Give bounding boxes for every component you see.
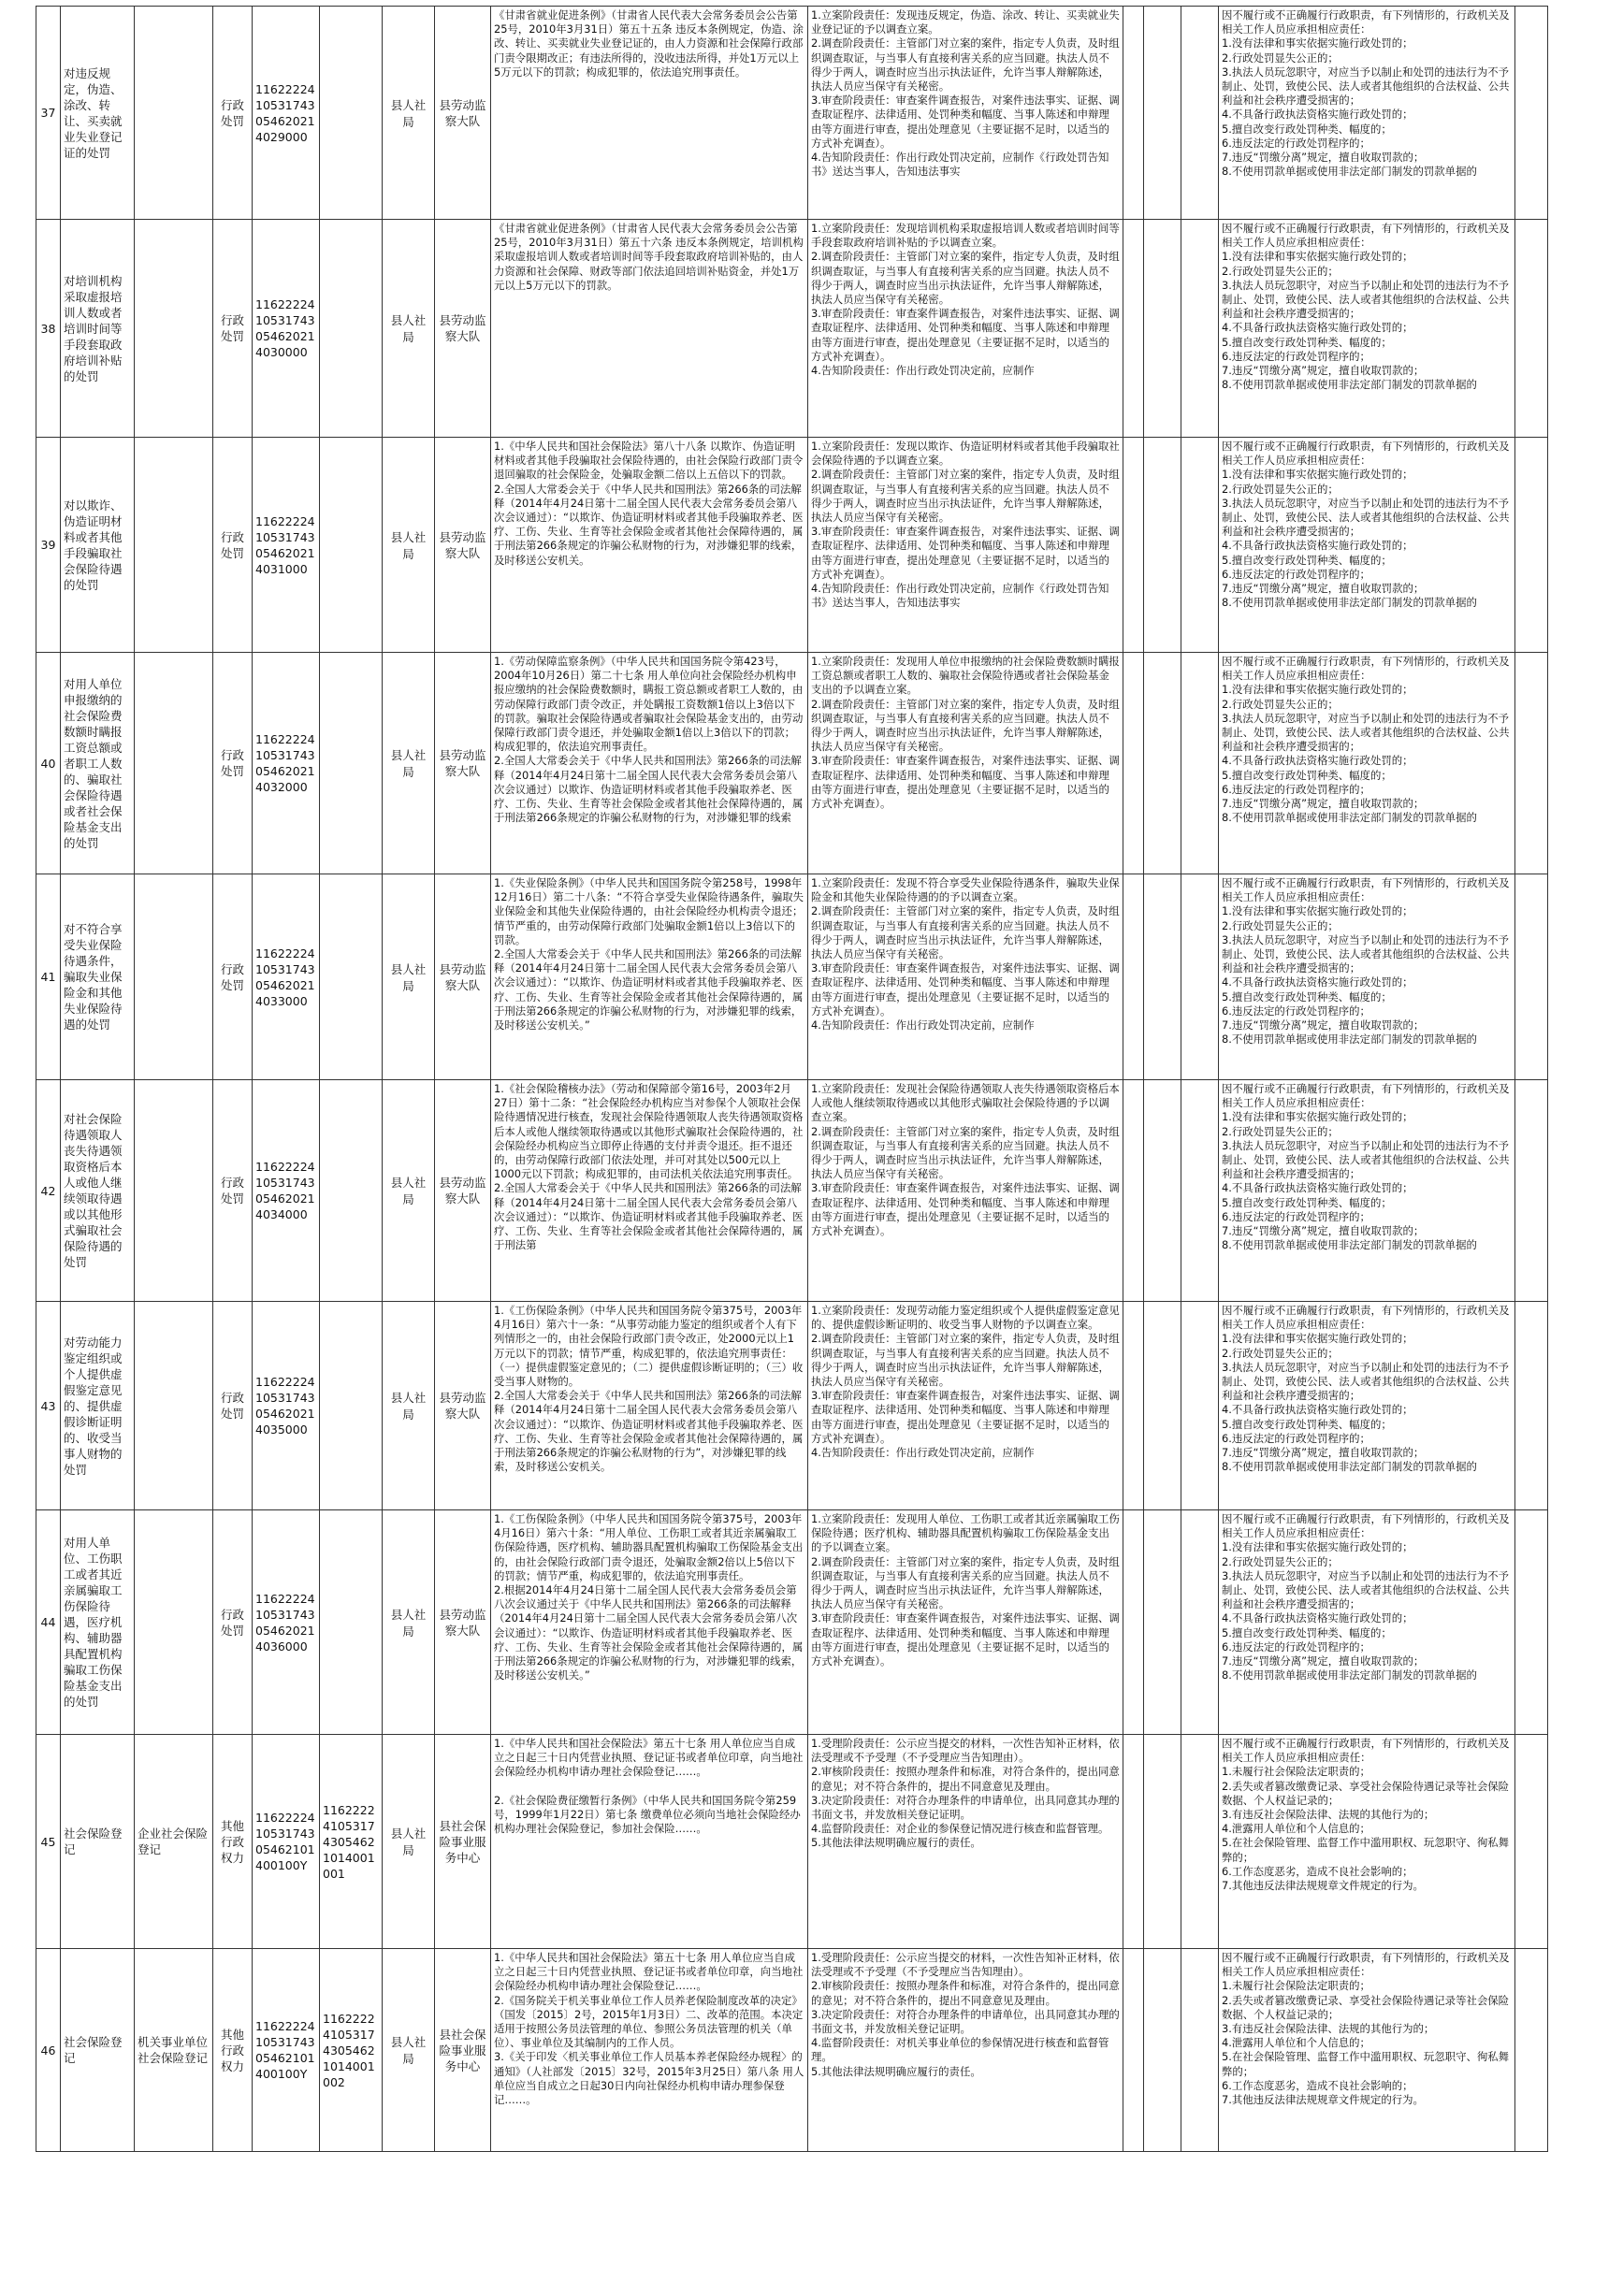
row-number [36, 1080, 61, 1302]
accountability [1219, 1302, 1515, 1510]
row-number-text: 44 [40, 1615, 56, 1629]
exercise-level-text: 县人社局 [390, 1176, 427, 1206]
exercise-level [383, 653, 435, 874]
item-name-text: 对用人单位、工伤职工或者其近亲属骗取工伤保险待遇，医疗机构、辅助器具配置机构骗取工伤保险基金支出的处罚 [64, 1536, 123, 1709]
power-type [213, 438, 253, 653]
sub-item-name [135, 438, 213, 653]
sub-item-name [135, 1080, 213, 1302]
implementing-unit [435, 653, 491, 874]
row-number-text: 37 [40, 106, 56, 120]
row-number-text: 38 [40, 321, 56, 336]
exercise-level [383, 220, 435, 438]
legal-basis-text: 1.《工伤保险条例》（中华人民共和国国务院令第375号，2003年4月16日）第六十条：“用人单位、工伤职工或者其近亲属骗取工伤保险待遇，医疗机构、辅助器具配置机构骗取工伤保险基金支出的，由社会保险行政部门责令退还，处骗取金额2倍以上5倍以下的罚款；情节严重，构成犯罪的，依法追究刑事责任。 2.根据2014年4月24日第十二届全国人民代表大会常务委员会第八次会议通过关于《中华人民共和国刑法》第266条的司法解释（2014年4月24日第十二届全国人民代表大会常务委员会第八次会议通过）：“以欺诈、伪造证明材料或者其他手段骗取养老、医疗、工伤、失业、生育等社会保险金或者其他社会保障待遇的，属于刑法第266条规定的诈骗公私财物的行为，对涉嫌犯罪的线索，及时移送公安机关。” [494, 1512, 804, 1682]
item-code-text: 11622224105317430546202140290​00 [255, 81, 315, 144]
power-type [213, 1080, 253, 1302]
legal-basis [491, 874, 808, 1080]
exercise-level [383, 1510, 435, 1735]
item-name-text: 对以欺诈、伪造证明材料或者其他手段骗取社会保险待遇的处罚 [64, 498, 123, 592]
blank-cell [1515, 438, 1548, 653]
power-type-text: 行政处罚 [220, 1391, 244, 1421]
blank-cell [1144, 1302, 1181, 1510]
item-code-text: 11622224105317430546202140350​00 [255, 1375, 315, 1437]
row-number [36, 874, 61, 1080]
blank-cell [1181, 874, 1219, 1080]
power-type-text: 行政处罚 [220, 313, 244, 343]
blank-cell [1144, 220, 1181, 438]
legal-basis-text: 《甘肃省就业促进条例》（甘肃省人民代表大会常务委员会公告第25号，2010年3月31日）第五十六条 违反本条例规定，培训机构采取虚报培训人数或者培训时间等手段套取政府培训补贴的，由人力资源和社会保障、财政等部门依法追回培训补贴资金，并处1万元以上5万元以下的罚款。 [494, 222, 804, 292]
implementing-unit-text: 县劳动监察大队 [439, 748, 486, 778]
blank-cell [1123, 7, 1144, 220]
exercise-level-text: 县人社局 [390, 313, 427, 344]
legal-basis-text: 1.《中华人民共和国社会保险法》第八十八条 以欺诈、伪造证明材料或者其他手段骗取社会保险待遇的，由社会保险行政部门责令退回骗取的社会保险金，处骗取金额二倍以上五倍以下的罚款。 2.全国人大常委会关于《中华人民共和国刑法》第266条的司法解释（2014年4月24日第十二届全国人民代表大会常务委员会第八次会议通过）：“以欺诈、伪造证明材料或者其他手段骗取养老、医疗、工伤、失业、生育等社会保险金或者其他社会保障待遇的，属于刑法第266条规定的诈骗公私财物的行为，对涉嫌犯罪的线索，及时移送公安机关。 [494, 440, 804, 567]
implementing-unit-text: 县劳动监察大队 [439, 97, 486, 128]
legal-basis-text: 1.《失业保险条例》（中华人民共和国国务院令第258号，1998年12月16日）第二十八条：“不符合享受失业保险待遇条件，骗取失业保险金和其他失业保险待遇的，由社会保险经办机构责令退还；情节严重的，由劳动保障行政部门处骗取金额1倍以上3倍以下的罚款。 2.全国人大常委会关于《中华人民共和国刑法》第266条的司法解释（2014年4月24日第十二届全国人民代表大会常务委员会第八次会议通过）：“以欺诈、伪造证明材料或者其他手段骗取养老、医疗、工伤、失业、生育等社会保险金或者其他社会保障待遇的，属于刑法第266条规定的诈骗公私财物的行为，对涉嫌犯罪的线索，及时移送公安机关。” [494, 876, 804, 1032]
exercise-level [383, 1302, 435, 1510]
accountability [1219, 1735, 1515, 1949]
row-number-text: 45 [40, 1834, 56, 1849]
power-type [213, 653, 253, 874]
sub-item-code-text: 11622224105317430546210140010​01 [323, 1802, 375, 1881]
blank-cell [1144, 1080, 1181, 1302]
blank-cell [1515, 1735, 1548, 1949]
blank-cell [1123, 438, 1144, 653]
blank-cell [1515, 874, 1548, 1080]
implementing-unit [435, 1949, 491, 2152]
responsibility-items [808, 220, 1123, 438]
implementing-unit [435, 1080, 491, 1302]
item-name [61, 1949, 135, 2152]
item-code [253, 220, 320, 438]
item-code-text: 11622224105317430546202140320​00 [255, 732, 315, 794]
blank-cell [1515, 1080, 1548, 1302]
item-code-text: 11622224105317430546202140360​00 [255, 1591, 315, 1653]
item-name-text: 社会保险登记 [64, 1827, 123, 1856]
accountability-text: 因不履行或不正确履行行政职责，有下列情形的，行政机关及相关工作人员应承担相应责任： 1.没有法律和事实依据实施行政处罚的； 2.行政处罚显失公正的； 3.执法人员玩忽职守，对应当予以制止和处罚的违法行为不予制止、处罚，致使公民、法人或者其他组织的合法权益、公共利益和社会秩序遭受损害的； 4.不具备行政执法资格实施行政处罚的； 5.擅自改变行政处罚种类、幅度的； 6.违反法定的行政处罚程序的； 7.违反“罚缴分离”规定，擅自收取罚款的； 8.不使用罚款单据或使用非法定部门制发的罚款单据的 [1222, 1512, 1510, 1682]
sub-item-code-text: 11622224105317430546210140010​02 [323, 2011, 375, 2089]
responsibility-items-text: 1.立案阶段责任：发现培训机构采取虚报培训人数或者培训时间等手段套取政府培训补贴的予以调查立案。 2.调查阶段责任：主管部门对立案的案件，指定专人负责，及时组织调查取证，与当事人有直接利害关系的应当回避。执法人员不得少于两人，调查时应当出示执法证件，允许当事人辩解陈述，执法人员应当保守有关秘密。 3.审查阶段责任：审查案件调查报告，对案件违法事实、证据、调查取证程序、法律适用、处罚种类和幅度、当事人陈述和申辩理由等方面进行审查，提出处理意见（主要证据不足时，以适当的方式补充调查）。 4.告知阶段责任：作出行政处罚决定前，应制作 [811, 222, 1120, 378]
item-name [61, 438, 135, 653]
accountability [1219, 1949, 1515, 2152]
row-number-text: 41 [40, 970, 56, 984]
exercise-level-text: 县人社局 [390, 97, 427, 129]
item-name [61, 1510, 135, 1735]
accountability-text: 因不履行或不正确履行行政职责，有下列情形的，行政机关及相关工作人员应承担相应责任： 1.没有法律和事实依据实施行政处罚的； 2.行政处罚显失公正的； 3.执法人员玩忽职守，对应当予以制止和处罚的违法行为不予制止、处罚，致使公民、法人或者其他组织的合法权益、公共利益和社会秩序遭受损害的； 4.不具备行政执法资格实施行政处罚的； 5.擅自改变行政处罚种类、幅度的； 6.违反法定的行政处罚程序的； 7.违反“罚缴分离”规定，擅自收取罚款的； 8.不使用罚款单据或使用非法定部门制发的罚款单据的 [1222, 1304, 1510, 1474]
exercise-level-text: 县人社局 [390, 529, 427, 561]
row-number [36, 653, 61, 874]
implementing-unit-text: 县劳动监察大队 [439, 313, 486, 343]
blank-cell [1181, 1510, 1219, 1735]
item-code [253, 1302, 320, 1510]
item-code [253, 1510, 320, 1735]
blank-cell [1515, 1510, 1548, 1735]
exercise-level [383, 438, 435, 653]
power-type [213, 874, 253, 1080]
table-row [36, 220, 1548, 438]
accountability-text: 因不履行或不正确履行行政职责，有下列情形的，行政机关及相关工作人员应承担相应责任： 1.没有法律和事实依据实施行政处罚的； 2.行政处罚显失公正的； 3.执法人员玩忽职守，对应当予以制止和处罚的违法行为不予制止、处罚，致使公民、法人或者其他组织的合法权益、公共利益和社会秩序遭受损害的； 4.不具备行政执法资格实施行政处罚的； 5.擅自改变行政处罚种类、幅度的； 6.违反法定的行政处罚程序的； 7.违反“罚缴分离”规定，擅自收取罚款的； 8.不使用罚款单据或使用非法定部门制发的罚款单据的 [1222, 440, 1510, 610]
row-number [36, 1510, 61, 1735]
table-row [36, 874, 1548, 1080]
item-code [253, 1735, 320, 1949]
responsibility-items-text: 1.立案阶段责任：发现违反规定，伪造、涂改、转让、买卖就业失业登记证的予以调查立案。 2.调查阶段责任：主管部门对立案的案件，指定专人负责，及时组织调查取证，与当事人有直接利害关系的应当回避。执法人员不得少于两人，调查时应当出示执法证件，允许当事人辩解陈述，执法人员应当保守有关秘密。 3.审查阶段责任：审查案件调查报告，对案件违法事实、证据、调查取证程序、法律适用、处罚种类和幅度、当事人陈述和申辩理由等方面进行审查，提出处理意见（主要证据不足时，以适当的方式补充调查）。 4.告知阶段责任：作出行政处罚决定前，应制作《行政处罚告知书》送达当事人，告知违法事实 [811, 8, 1120, 179]
accountability [1219, 7, 1515, 220]
sub-item-code [320, 874, 383, 1080]
blank-cell [1181, 1735, 1219, 1949]
implementing-unit [435, 7, 491, 220]
legal-basis [491, 1080, 808, 1302]
responsibility-items [808, 7, 1123, 220]
item-code-text: 11622224105317430546202140340​00 [255, 1160, 315, 1221]
responsibility-items [808, 1735, 1123, 1949]
blank-cell [1515, 1949, 1548, 2152]
sub-item-code [320, 1080, 383, 1302]
exercise-level [383, 7, 435, 220]
item-name [61, 1735, 135, 1949]
item-name-text: 对培训机构采取虚报培训人数或者培训时间等手段套取政府培训补贴的处罚 [64, 273, 123, 383]
responsibility-items-text: 1.立案阶段责任：发现以欺诈、伪造证明材料或者其他手段骗取社会保险待遇的予以调查立案。 2.调查阶段责任：主管部门对立案的案件，指定专人负责，及时组织调查取证，与当事人有直接利害关系的应当回避。执法人员不得少于两人，调查时应当出示执法证件，允许当事人辩解陈述，执法人员应当保守有关秘密。 3.审查阶段责任：审查案件调查报告，对案件违法事实、证据、调查取证程序、法律适用、处罚种类和幅度、当事人陈述和申辩理由等方面进行审查，提出处理意见（主要证据不足时，以适当的方式补充调查）。 4.告知阶段责任：作出行政处罚决定前，应制作《行政处罚告知书》送达当事人，告知违法事实 [811, 440, 1120, 610]
exercise-level-text: 县人社局 [390, 961, 427, 993]
legal-basis [491, 653, 808, 874]
table-row [36, 1949, 1548, 2152]
responsibility-items-text: 1.立案阶段责任：发现劳动能力鉴定组织或个人提供虚假鉴定意见的、提供虚假诊断证明的、收受当事人财物的予以调查立案。 2.调查阶段责任：主管部门对立案的案件，指定专人负责，及时组织调查取证，与当事人有直接利害关系的应当回避。执法人员不得少于两人，调查时应当出示执法证件，允许当事人辩解陈述，执法人员应当保守有关秘密。 3.审查阶段责任：审查案件调查报告，对案件违法事实、证据、调查取证程序、法律适用、处罚种类和幅度、当事人陈述和申辩理由等方面进行审查，提出处理意见（主要证据不足时，以适当的方式补充调查）。 4.告知阶段责任：作出行政处罚决定前，应制作 [811, 1304, 1120, 1460]
blank-cell [1123, 220, 1144, 438]
blank-cell [1123, 653, 1144, 874]
exercise-level [383, 874, 435, 1080]
responsibility-items-text: 1.立案阶段责任：发现用人单位申报缴纳的社会保险费数额时瞒报工资总额或者职工人数的、骗取社会保险待遇或者社会保险基金支出的予以调查立案。 2.调查阶段责任：主管部门对立案的案件，指定专人负责，及时组织调查取证，与当事人有直接利害关系的应当回避。执法人员不得少于两人，调查时应当出示执法证件，允许当事人辩解陈述，执法人员应当保守有关秘密。 3.审查阶段责任：审查案件调查报告，对案件违法事实、证据、调查取证程序、法律适用、处罚种类和幅度、当事人陈述和申辩理由等方面进行审查，提出处理意见（主要证据不足时，以适当的方式补充调查）。 [811, 655, 1120, 811]
exercise-level [383, 1735, 435, 1949]
accountability [1219, 874, 1515, 1080]
table-row [36, 1080, 1548, 1302]
legal-basis-text: 1.《社会保险稽核办法》（劳动和保障部令第16号，2003年2月27日）第十二条：“社会保险经办机构应当对参保个人领取社会保险待遇情况进行核查，发现社会保险待遇领取人丧失待遇领取资格后本人或他人继续领取待遇或以其他形式骗取社会保险待遇的，社会保险经办机构应当立即停止待遇的支付并责令退还。拒不退还的，由劳动保障行政部门依法处理，并可对其处以500元以上1000元以下罚款；构成犯罪的，由司法机关依法追究刑事责任。 2.全国人大常委会关于《中华人民共和国刑法》第266条的司法解释（2014年4月24日第十二届全国人民代表大会常务委员会第八次会议通过）：“以欺诈、伪造证明材料或者其他手段骗取养老、医疗、工伤、失业、生育等社会保险金或者其他社会保障待遇的，属于刑法第 [494, 1082, 804, 1252]
power-type [213, 220, 253, 438]
sub-item-code [320, 1949, 383, 2152]
legal-basis [491, 1302, 808, 1510]
responsibility-items-text: 1.受理阶段责任：公示应当提交的材料，一次性告知补正材料，依法受理或不予受理（不予受理应当告知理由）。 2.审核阶段责任：按照办理条件和标准，对符合条件的，提出同意的意见；对不符合条件的，提出不同意意见及理由。 3.决定阶段责任：对符合办理条件的申请单位，出具同意其办理的书面文书，并发放相关登记证明。 4.监督阶段责任：对企业的参保登记情况进行核查和监督管理。 5.其他法律法规明确应履行的责任。 [811, 1737, 1120, 1850]
accountability-text: 因不履行或不正确履行行政职责，有下列情形的，行政机关及相关工作人员应承担相应责任： 1.没有法律和事实依据实施行政处罚的； 2.行政处罚显失公正的； 3.执法人员玩忽职守，对应当予以制止和处罚的违法行为不予制止、处罚，致使公民、法人或者其他组织的合法权益、公共利益和社会秩序遭受损害的； 4.不具备行政执法资格实施行政处罚的； 5.擅自改变行政处罚种类、幅度的； 6.违反法定的行政处罚程序的； 7.违反“罚缴分离”规定，擅自收取罚款的； 8.不使用罚款单据或使用非法定部门制发的罚款单据的 [1222, 222, 1510, 392]
responsibility-items [808, 1302, 1123, 1510]
item-name [61, 653, 135, 874]
row-number [36, 438, 61, 653]
row-number-text: 43 [40, 1398, 56, 1413]
implementing-unit [435, 1302, 491, 1510]
exercise-level [383, 1080, 435, 1302]
power-type [213, 1302, 253, 1510]
sub-item-code [320, 220, 383, 438]
accountability [1219, 1510, 1515, 1735]
legal-basis [491, 1735, 808, 1949]
legal-basis [491, 1510, 808, 1735]
blank-cell [1144, 653, 1181, 874]
item-code [253, 1949, 320, 2152]
blank-cell [1515, 1302, 1548, 1510]
power-type-text: 行政处罚 [220, 1176, 244, 1206]
implementing-unit-text: 县劳动监察大队 [439, 529, 486, 560]
sub-item-name [135, 220, 213, 438]
row-number [36, 7, 61, 220]
exercise-level-text: 县人社局 [390, 1827, 427, 1857]
blank-cell [1181, 220, 1219, 438]
item-code [253, 653, 320, 874]
item-code [253, 1080, 320, 1302]
responsibility-items-text: 1.受理阶段责任：公示应当提交的材料，一次性告知补正材料，依法受理或不予受理（不予受理应当告知理由）。 2.审核阶段责任：按照办理条件和标准，对符合条件的，提出同意的意见；对不符合条件的，提出不同意意见及理由。 3.决定阶段责任：对符合办理条件的申请单位，出具同意其办理的书面文书，并发放相关登记证明。 4.监督阶段责任：对机关事业单位的参保情况进行核查和监督管理。 5.其他法律法规明确应履行的责任。 [811, 1951, 1120, 2078]
implementing-unit [435, 438, 491, 653]
row-number [36, 220, 61, 438]
responsibility-items-text: 1.立案阶段责任：发现用人单位、工伤职工或者其近亲属骗取工伤保险待遇；医疗机构、辅助器具配置机构骗取工伤保险基金支出的予以调查立案。 2.调查阶段责任：主管部门对立案的案件，指定专人负责，及时组织调查取证，与当事人有直接利害关系的应当回避。执法人员不得少于两人，调查时应当出示执法证件，允许当事人辩解陈述，执法人员应当保守有关秘密。 3.审查阶段责任：审查案件调查报告，对案件违法事实、证据、调查取证程序、法律适用、处罚种类和幅度、当事人陈述和申辩理由等方面进行审查，提出处理意见（主要证据不足时，以适当的方式补充调查）。 [811, 1512, 1120, 1668]
implementing-unit [435, 1735, 491, 1949]
sub-item-name [135, 1302, 213, 1510]
accountability-text: 因不履行或不正确履行行政职责，有下列情形的，行政机关及相关工作人员应承担相应责任： 1.未履行社会保险法定职责的； 2.丢失或者篡改缴费记录、享受社会保险待遇记录等社会保险数据、个人权益记录的； 3.有违反社会保险法律、法规的其他行为的； 4.泄露用人单位和个人信息的； 5.在社会保险管理、监督工作中滥用职权、玩忽职守、徇私舞弊的； 6.工作态度恶劣，造成不良社会影响的； 7.其他违反法律法规规章文件规定的行为。 [1222, 1951, 1510, 2107]
power-type [213, 1735, 253, 1949]
blank-cell [1181, 1080, 1219, 1302]
blank-cell [1144, 1949, 1181, 2152]
power-type [213, 7, 253, 220]
table-row [36, 7, 1548, 220]
implementing-unit-text: 县社会保险事业服务中心 [439, 1818, 486, 1865]
responsibility-items [808, 1949, 1123, 2152]
legal-basis [491, 7, 808, 220]
table-row [36, 653, 1548, 874]
sub-item-name-text: 机关事业单位社会保险登记 [138, 2035, 209, 2065]
implementing-unit-text: 县社会保险事业服务中心 [439, 2027, 486, 2073]
implementing-unit-text: 县劳动监察大队 [439, 1176, 486, 1206]
row-number [36, 1949, 61, 2152]
responsibility-items-text: 1.立案阶段责任：发现不符合享受失业保险待遇条件，骗取失业保险金和其他失业保险待遇的的予以调查立案。 2.调查阶段责任：主管部门对立案的案件，指定专人负责，及时组织调查取证，与当事人有直接利害关系的应当回避。执法人员不得少于两人，调查时应当出示执法证件，允许当事人辩解陈述，执法人员应当保守有关秘密。 3.审查阶段责任：审查案件调查报告，对案件违法事实、证据、调查取证程序、法律适用、处罚种类和幅度、当事人陈述和申辩理由等方面进行审查，提出处理意见（主要证据不足时，以适当的方式补充调查）。 4.告知阶段责任：作出行政处罚决定前，应制作 [811, 876, 1120, 1032]
power-type-text: 行政处罚 [220, 1607, 244, 1638]
accountability [1219, 1080, 1515, 1302]
item-code [253, 438, 320, 653]
blank-cell [1123, 1735, 1144, 1949]
blank-cell [1123, 1302, 1144, 1510]
accountability [1219, 220, 1515, 438]
blank-cell [1181, 438, 1219, 653]
legal-basis [491, 220, 808, 438]
accountability-text: 因不履行或不正确履行行政职责，有下列情形的，行政机关及相关工作人员应承担相应责任： 1.没有法律和事实依据实施行政处罚的； 2.行政处罚显失公正的； 3.执法人员玩忽职守，对应当予以制止和处罚的违法行为不予制止、处罚，致使公民、法人或者其他组织的合法权益、公共利益和社会秩序遭受损害的； 4.不具备行政执法资格实施行政处罚的； 5.擅自改变行政处罚种类、幅度的； 6.违反法定的行政处罚程序的； 7.违反“罚缴分离”规定，擅自收取罚款的； 8.不使用罚款单据或使用非法定部门制发的罚款单据的 [1222, 1082, 1510, 1252]
blank-cell [1181, 1302, 1219, 1510]
blank-cell [1515, 220, 1548, 438]
sub-item-code [320, 653, 383, 874]
item-name-text: 对违反规定，伪造、涂改、转让、买卖就业失业登记证的处罚 [64, 65, 123, 160]
blank-cell [1144, 7, 1181, 220]
table-row [36, 1302, 1548, 1510]
table-row [36, 1510, 1548, 1735]
power-type [213, 1949, 253, 2152]
responsibility-items-text: 1.立案阶段责任：发现社会保险待遇领取人丧失待遇领取资格后本人或他人继续领取待遇或以其他形式骗取社会保险待遇的予以调查立案。 2.调查阶段责任：主管部门对立案的案件，指定专人负责，及时组织调查取证，与当事人有直接利害关系的应当回避。执法人员不得少于两人，调查时应当出示执法证件，允许当事人辩解陈述，执法人员应当保守有关秘密。 3.审查阶段责任：审查案件调查报告，对案件违法事实、证据、调查取证程序、法律适用、处罚种类和幅度、当事人陈述和申辩理由等方面进行审查，提出处理意见（主要证据不足时，以适当的方式补充调查）。 [811, 1082, 1120, 1238]
blank-cell [1515, 7, 1548, 220]
row-number-text: 39 [40, 538, 56, 552]
accountability-text: 因不履行或不正确履行行政职责，有下列情形的，行政机关及相关工作人员应承担相应责任： 1.没有法律和事实依据实施行政处罚的； 2.行政处罚显失公正的； 3.执法人员玩忽职守，对应当予以制止和处罚的违法行为不予制止、处罚，致使公民、法人或者其他组织的合法权益、公共利益和社会秩序遭受损害的； 4.不具备行政执法资格实施行政处罚的； 5.擅自改变行政处罚种类、幅度的； 6.违反法定的行政处罚程序的； 7.违反“罚缴分离”规定，擅自收取罚款的； 8.不使用罚款单据或使用非法定部门制发的罚款单据的 [1222, 8, 1510, 179]
implementing-unit-text: 县劳动监察大队 [439, 1607, 486, 1638]
exercise-level [383, 1949, 435, 2152]
item-code [253, 874, 320, 1080]
blank-cell [1144, 1735, 1181, 1949]
sub-item-name [135, 653, 213, 874]
item-name [61, 220, 135, 438]
implementing-unit [435, 874, 491, 1080]
accountability [1219, 653, 1515, 874]
table-row [36, 1735, 1548, 1949]
item-code-text: 11622224105317430546210140010​0Y [255, 1811, 315, 1872]
implementing-unit-text: 县劳动监察大队 [439, 1391, 486, 1421]
power-type-text: 行政处罚 [220, 97, 244, 128]
item-code-text: 11622224105317430546202140310​00 [255, 513, 315, 576]
legal-basis-text: 1.《中华人民共和国社会保险法》第五十七条 用人单位应当自成立之日起三十日内凭营业执照、登记证书或者单位印章，向当地社会保险经办机构申请办理社会保险登记……。 2.《社会保险费征缴暂行条例》（中华人民共和国国务院令第259号，1999年1月22日）第七条 缴费单位必须向当地社会保险经办机构办理社会保险登记，参加社会保险……。 [494, 1737, 804, 1836]
sub-item-code [320, 438, 383, 653]
row-number-text: 46 [40, 2043, 56, 2058]
blank-cell [1515, 653, 1548, 874]
accountability-text: 因不履行或不正确履行行政职责，有下列情形的，行政机关及相关工作人员应承担相应责任： 1.未履行社会保险法定职责的； 2.丢失或者篡改缴费记录、享受社会保险待遇记录等社会保险数据、个人权益记录的； 3.有违反社会保险法律、法规的其他行为的； 4.泄露用人单位和个人信息的； 5.在社会保险管理、监督工作中滥用职权、玩忽职守、徇私舞弊的； 6.工作态度恶劣，造成不良社会影响的； 7.其他违反法律法规规章文件规定的行为。 [1222, 1737, 1510, 1893]
responsibility-items [808, 438, 1123, 653]
legal-basis-text: 1.《工伤保险条例》（中华人民共和国国务院令第375号，2003年4月16日）第六十一条：“从事劳动能力鉴定的组织或者个人有下列情形之一的，由社会保险行政部门责令改正，处2000元以上1万元以下的罚款；情节严重，构成犯罪的，依法追究刑事责任：（一）提供虚假鉴定意见的；（二）提供虚假诊断证明的；（三）收受当事人财物的。 2.全国人大常委会关于《中华人民共和国刑法》第266条的司法解释（2014年4月24日第十二届全国人民代表大会常务委员会第八次会议通过）：“以欺诈、伪造证明材料或者其他手段骗取养老、医疗、工伤、失业、生育等社会保险金或者其他社会保障待遇的，属于刑法第266条规定的诈骗公私财物的行为”，对涉嫌犯罪的线索，及时移送公安机关。 [494, 1304, 804, 1474]
sub-item-name [135, 874, 213, 1080]
power-type-text: 行政处罚 [220, 529, 244, 560]
row-number-text: 42 [40, 1183, 56, 1198]
blank-cell [1181, 653, 1219, 874]
sub-item-code [320, 1302, 383, 1510]
item-name-text: 对不符合享受失业保险待遇条件，骗取失业保险金和其他失业保险待遇的处罚 [64, 922, 123, 1032]
table-body [36, 7, 1548, 2152]
power-type-text: 行政处罚 [220, 961, 244, 992]
item-name [61, 1080, 135, 1302]
accountability [1219, 438, 1515, 653]
legal-basis-text: 1.《劳动保障监察条例》（中华人民共和国国务院令第423号，2004年10月26日）第二十七条 用人单位向社会保险经办机构申报应缴纳的社会保险费数额时，瞒报工资总额或者职工人数的，由劳动保障行政部门责令改正，并处瞒报工资数额1倍以上3倍以下的罚款。骗取社会保险待遇或者骗取社会保险基金支出的，由劳动保障行政部门责令退还，并处骗取金额1倍以上3倍以下的罚款；构成犯罪的，依法追究刑事责任。 2.全国人大常委会关于《中华人民共和国刑法》第266条的司法解释（2014年4月24日第十二届全国人民代表大会常务委员会第八次会议通过）以欺诈、伪造证明材料或者其他手段骗取养老、医疗、工伤、失业、生育等社会保险金或者其他社会保障待遇的，属于刑法第266条规定的诈骗公私财物的行为，对涉嫌犯罪的线索 [494, 655, 804, 825]
responsibility-items [808, 874, 1123, 1080]
implementing-unit [435, 1510, 491, 1735]
item-name [61, 1302, 135, 1510]
sub-item-code [320, 1510, 383, 1735]
legal-basis [491, 438, 808, 653]
power-type [213, 1510, 253, 1735]
table-row [36, 438, 1548, 653]
blank-cell [1144, 438, 1181, 653]
blank-cell [1181, 7, 1219, 220]
legal-basis-text: 《甘肃省就业促进条例》（甘肃省人民代表大会常务委员会公告第25号，2010年3月31日）第五十五条 违反本条例规定，伪造、涂改、转让、买卖就业失业登记证的，由人力资源和社会保障行政部门责令限期改正；有违法所得的，没收违法所得，并处1万元以上5万元以下的罚款；构成犯罪的，依法追究刑事责任。 [494, 8, 804, 79]
item-code [253, 7, 320, 220]
accountability-text: 因不履行或不正确履行行政职责，有下列情形的，行政机关及相关工作人员应承担相应责任： 1.没有法律和事实依据实施行政处罚的； 2.行政处罚显失公正的； 3.执法人员玩忽职守，对应当予以制止和处罚的违法行为不予制止、处罚，致使公民、法人或者其他组织的合法权益、公共利益和社会秩序遭受损害的； 4.不具备行政执法资格实施行政处罚的； 5.擅自改变行政处罚种类、幅度的； 6.违反法定的行政处罚程序的； 7.违反“罚缴分离”规定，擅自收取罚款的； 8.不使用罚款单据或使用非法定部门制发的罚款单据的 [1222, 876, 1510, 1047]
accountability-text: 因不履行或不正确履行行政职责，有下列情形的，行政机关及相关工作人员应承担相应责任： 1.没有法律和事实依据实施行政处罚的； 2.行政处罚显失公正的； 3.执法人员玩忽职守，对应当予以制止和处罚的违法行为不予制止、处罚，致使公民、法人或者其他组织的合法权益、公共利益和社会秩序遭受损害的； 4.不具备行政执法资格实施行政处罚的； 5.擅自改变行政处罚种类、幅度的； 6.违反法定的行政处罚程序的； 7.违反“罚缴分离”规定，擅自收取罚款的； 8.不使用罚款单据或使用非法定部门制发的罚款单据的 [1222, 655, 1510, 825]
sub-item-name [135, 7, 213, 220]
sub-item-name [135, 1510, 213, 1735]
exercise-level-text: 县人社局 [390, 748, 427, 779]
legal-basis-text: 1.《中华人民共和国社会保险法》第五十七条 用人单位应当自成立之日起三十日内凭营业执照、登记证书或者单位印章，向当地社会保险经办机构申请办理社会保险登记……。 2.《国务院关于机关事业单位工作人员养老保险制度改革的决定》（国发〔2015〕2号，2015年1月3日）二、改革的范围。本决定适用于按照公务员法管理的单位、参照公务员法管理的机关（单位）、事业单位及其编制内的工作人员。 3.《关于印发〈机关事业单位工作人员基本养老保险经办规程〉的通知》（人社部发〔2015〕32号，2015年3月25日）第八条 用人单位应当自成立之日起30日内向社保经办机构申请办理参保登记……。 [494, 1951, 804, 2107]
responsibility-items [808, 1510, 1123, 1735]
blank-cell [1123, 1510, 1144, 1735]
power-type-text: 其他行政权力 [220, 1818, 244, 1865]
sub-item-name [135, 1949, 213, 2152]
sub-item-name-text: 企业社会保险登记 [138, 1827, 209, 1856]
blank-cell [1144, 874, 1181, 1080]
sub-item-code [320, 1735, 383, 1949]
power-list-table [36, 6, 1548, 2152]
item-code-text: 11622224105317430546202140330​00 [255, 946, 315, 1008]
row-number [36, 1735, 61, 1949]
item-name [61, 874, 135, 1080]
item-code-text: 11622224105317430546210140010​0Y [255, 2019, 315, 2081]
implementing-unit-text: 县劳动监察大队 [439, 961, 486, 992]
exercise-level-text: 县人社局 [390, 1391, 427, 1422]
responsibility-items [808, 653, 1123, 874]
blank-cell [1123, 1949, 1144, 2152]
power-type-text: 其他行政权力 [220, 2027, 244, 2073]
blank-cell [1181, 1949, 1219, 2152]
exercise-level-text: 县人社局 [390, 1607, 427, 1639]
item-name [61, 7, 135, 220]
blank-cell [1123, 1080, 1144, 1302]
implementing-unit [435, 220, 491, 438]
row-number [36, 1302, 61, 1510]
item-name-text: 对用人单位申报缴纳的社会保险费数额时瞒报工资总额或者职工人数的、骗取社会保险待遇或者社会保险基金支出的处罚 [64, 676, 123, 850]
legal-basis [491, 1949, 808, 2152]
power-type-text: 行政处罚 [220, 748, 244, 778]
item-name-text: 对劳动能力鉴定组织或个人提供虚假鉴定意见的、提供虚假诊断证明的、收受当事人财物的处罚 [64, 1335, 123, 1477]
sub-item-name [135, 1735, 213, 1949]
responsibility-items [808, 1080, 1123, 1302]
item-code-text: 11622224105317430546202140300​00 [255, 297, 315, 359]
blank-cell [1123, 874, 1144, 1080]
item-name-text: 对社会保险待遇领取人丧失待遇领取资格后本人或他人继续领取待遇或以其他形式骗取社会保险待遇的处罚 [64, 1112, 123, 1269]
exercise-level-text: 县人社局 [390, 2035, 427, 2066]
item-name-text: 社会保险登记 [64, 2035, 123, 2065]
row-number-text: 40 [40, 756, 56, 771]
sub-item-code [320, 7, 383, 220]
blank-cell [1144, 1510, 1181, 1735]
